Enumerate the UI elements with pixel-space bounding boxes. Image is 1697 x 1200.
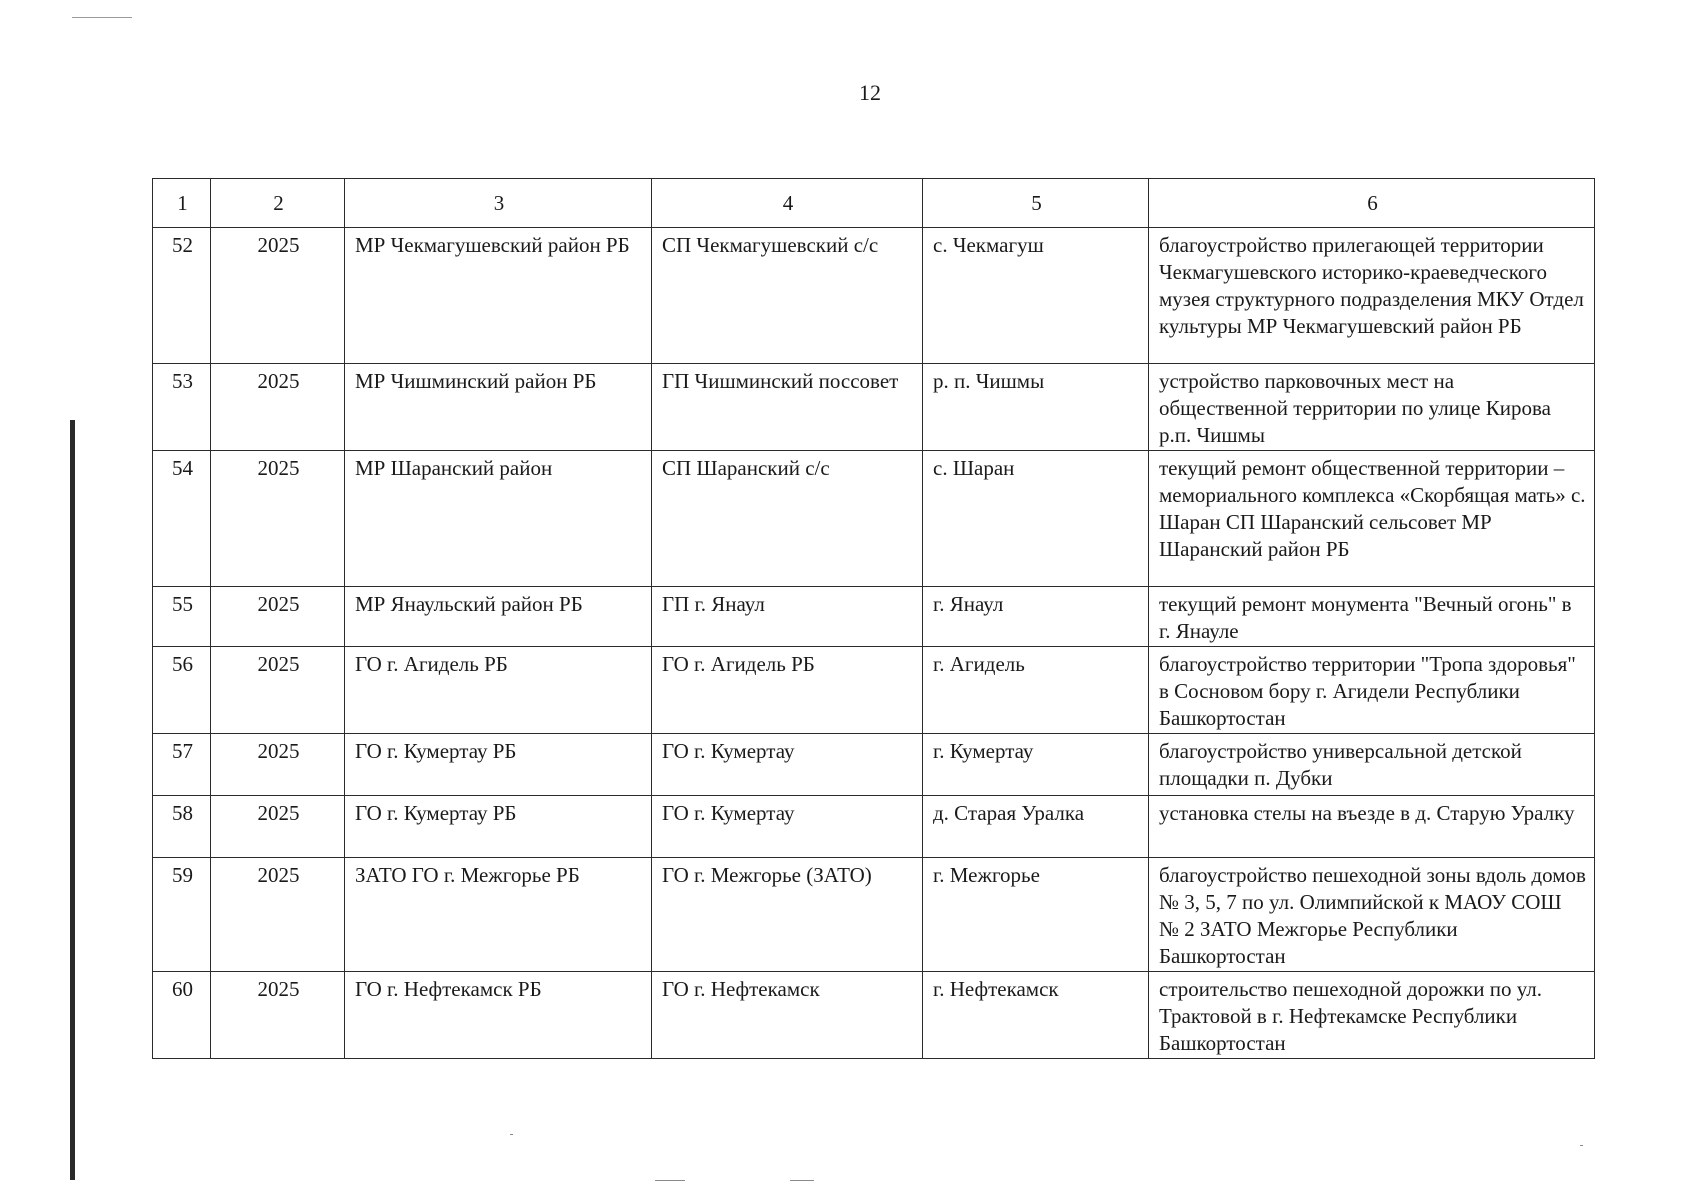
row-district: МР Шаранский район bbox=[345, 451, 652, 587]
row-settlement: ГО г. Кумертау bbox=[652, 734, 923, 796]
row-number: 58 bbox=[153, 796, 211, 858]
document-table bbox=[152, 178, 1595, 1059]
header-cell: 5 bbox=[923, 179, 1149, 228]
table-row bbox=[153, 647, 1595, 734]
row-locality: г. Межгорье bbox=[923, 858, 1149, 972]
row-number: 56 bbox=[153, 647, 211, 734]
row-locality: г. Агидель bbox=[923, 647, 1149, 734]
header-cell: 6 bbox=[1149, 179, 1595, 228]
row-number: 54 bbox=[153, 451, 211, 587]
header-cell: 2 bbox=[211, 179, 345, 228]
row-district: ГО г. Агидель РБ bbox=[345, 647, 652, 734]
row-description: благоустройство территории "Тропа здоровья" в Сосновом бору г. Агидели Республики Башкортостан bbox=[1149, 647, 1595, 734]
row-year: 2025 bbox=[211, 972, 345, 1059]
row-locality: с. Чекмагуш bbox=[923, 228, 1149, 364]
row-number: 55 bbox=[153, 587, 211, 647]
row-description: благоустройство прилегающей территории Чекмагушевского историко-краеведческого музея структурного подразделения МКУ Отдел культуры МР Чекмагушевский район РБ bbox=[1149, 228, 1595, 364]
row-district: МР Янаульский район РБ bbox=[345, 587, 652, 647]
table-row bbox=[153, 734, 1595, 796]
row-district: ЗАТО ГО г. Межгорье РБ bbox=[345, 858, 652, 972]
row-number: 53 bbox=[153, 364, 211, 451]
row-locality: г. Нефтекамск bbox=[923, 972, 1149, 1059]
row-description: благоустройство пешеходной зоны вдоль домов № 3, 5, 7 по ул. Олимпийской к МАОУ СОШ № 2 ЗАТО Межгорье Республики Башкортостан bbox=[1149, 858, 1595, 972]
scan-artifact-top bbox=[72, 17, 132, 18]
row-district: ГО г. Нефтекамск РБ bbox=[345, 972, 652, 1059]
scan-artifact-dot bbox=[655, 1180, 685, 1181]
row-year: 2025 bbox=[211, 228, 345, 364]
row-district: ГО г. Кумертау РБ bbox=[345, 734, 652, 796]
row-district: ГО г. Кумертау РБ bbox=[345, 796, 652, 858]
row-year: 2025 bbox=[211, 796, 345, 858]
scan-artifact-left-bar bbox=[70, 420, 75, 1180]
row-settlement: СП Чекмагушевский с/с bbox=[652, 228, 923, 364]
row-year: 2025 bbox=[211, 734, 345, 796]
row-description: текущий ремонт монумента "Вечный огонь" в г. Янауле bbox=[1149, 587, 1595, 647]
scan-artifact-dot bbox=[1580, 1145, 1583, 1146]
row-number: 57 bbox=[153, 734, 211, 796]
row-settlement: ГП г. Янаул bbox=[652, 587, 923, 647]
row-settlement: ГП Чишминский поссовет bbox=[652, 364, 923, 451]
table-row bbox=[153, 364, 1595, 451]
row-number: 60 bbox=[153, 972, 211, 1059]
row-district: МР Чишминский район РБ bbox=[345, 364, 652, 451]
table-row bbox=[153, 228, 1595, 364]
row-description: установка стелы на въезде в д. Старую Уралку bbox=[1149, 796, 1595, 858]
header-row bbox=[153, 179, 1595, 228]
row-settlement: СП Шаранский с/с bbox=[652, 451, 923, 587]
row-settlement: ГО г. Нефтекамск bbox=[652, 972, 923, 1059]
row-description: устройство парковочных мест на общественной территории по улице Кирова р.п. Чишмы bbox=[1149, 364, 1595, 451]
page-number: 12 bbox=[859, 80, 881, 105]
header-cell: 3 bbox=[345, 179, 652, 228]
row-year: 2025 bbox=[211, 587, 345, 647]
table-row bbox=[153, 587, 1595, 647]
row-locality: с. Шаран bbox=[923, 451, 1149, 587]
table-row bbox=[153, 858, 1595, 972]
table-row bbox=[153, 972, 1595, 1059]
row-settlement: ГО г. Кумертау bbox=[652, 796, 923, 858]
row-description: строительство пешеходной дорожки по ул. Трактовой в г. Нефтекамске Республики Башкортостан bbox=[1149, 972, 1595, 1059]
row-number: 59 bbox=[153, 858, 211, 972]
row-year: 2025 bbox=[211, 451, 345, 587]
row-number: 52 bbox=[153, 228, 211, 364]
table-row bbox=[153, 451, 1595, 587]
header-cell: 1 bbox=[153, 179, 211, 228]
table-row bbox=[153, 796, 1595, 858]
row-year: 2025 bbox=[211, 364, 345, 451]
row-locality: г. Кумертау bbox=[923, 734, 1149, 796]
row-description: текущий ремонт общественной территории – мемориального комплекса «Скорбящая мать» с. Шаран СП Шаранский сельсовет МР Шаранский район РБ bbox=[1149, 451, 1595, 587]
row-district: МР Чекмагушевский район РБ bbox=[345, 228, 652, 364]
row-locality: д. Старая Уралка bbox=[923, 796, 1149, 858]
row-description: благоустройство универсальной детской площадки п. Дубки bbox=[1149, 734, 1595, 796]
scan-artifact-dot bbox=[790, 1180, 814, 1181]
row-locality: р. п. Чишмы bbox=[923, 364, 1149, 451]
header-cell: 4 bbox=[652, 179, 923, 228]
scan-artifact-dot bbox=[510, 1134, 513, 1135]
row-settlement: ГО г. Межгорье (ЗАТО) bbox=[652, 858, 923, 972]
row-year: 2025 bbox=[211, 858, 345, 972]
row-locality: г. Янаул bbox=[923, 587, 1149, 647]
row-year: 2025 bbox=[211, 647, 345, 734]
row-settlement: ГО г. Агидель РБ bbox=[652, 647, 923, 734]
